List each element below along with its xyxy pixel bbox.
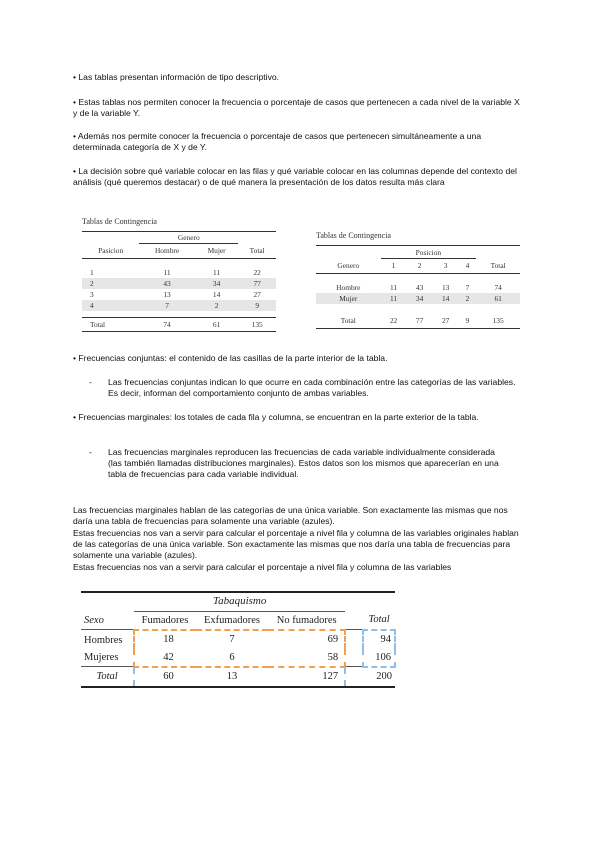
table-cell: 42 xyxy=(134,649,196,667)
table-cell: 27 xyxy=(253,289,261,299)
table-cell: 2 xyxy=(195,300,238,311)
table-row-label: Hombres xyxy=(84,635,123,646)
table-row xyxy=(82,289,276,300)
table-cell: 18 xyxy=(134,630,196,650)
table-cell: 43 xyxy=(415,282,424,292)
table-cell: 7 xyxy=(465,282,470,292)
detail-marginales: Las frecuencias marginales reproducen las frecuencias de cada variable individualmente considerada (las también llamadas distribuciones marginales). Estos datos son los mismos que aparecerían en una tabla de frecuencias para cada variable individual. xyxy=(108,447,499,479)
table1-col-header: Total xyxy=(249,246,265,255)
table-cell: 11 xyxy=(389,282,398,292)
table-total-row xyxy=(81,667,395,688)
paragraph-marginal-3: Estas frecuencias nos van a servir para calcular el porcentaje a nivel fila y columna de las variables xyxy=(73,562,452,572)
table-cell: Total xyxy=(90,319,106,329)
dash-marker: - xyxy=(89,447,92,457)
bullet-decision: • La decisión sobre qué variable colocar en las filas y qué variable colocar en las columnas depende del contexto del análisis (qué queremos destacar) o de qué manera la presentación de los datos resulta más clara xyxy=(73,166,517,187)
heading-marginales: • Frecuencias marginales: los totales de cada fila y columna, se encuentran en la parte exterior de la tabla. xyxy=(73,412,479,422)
table-cell: 135 xyxy=(251,319,263,329)
dash-marker: - xyxy=(89,377,92,387)
table-cell: 74 xyxy=(163,319,171,329)
table-cell: 127 xyxy=(268,667,345,688)
table-cell: 94 xyxy=(363,630,395,650)
table3-row-header: Sexo xyxy=(84,614,104,626)
detail-conjuntas: Las frecuencias conjuntas indican lo que ocurre en cada combinación entre las categorías de las variables. Es decir, informan del comportamiento conjunto de ambas variables. xyxy=(108,377,516,398)
bullet-descriptive: • Las tablas presentan información de tipo descriptivo. xyxy=(73,72,280,82)
heading-conjuntas: • Frecuencias conjuntas: el contenido de las casillas de la parte interior de la tabla. xyxy=(73,353,388,363)
table-cell: 13 xyxy=(196,667,268,688)
table-cell: 43 xyxy=(139,278,195,289)
table-cell: 135 xyxy=(492,316,504,325)
table3-col-header: No fumadores xyxy=(276,614,337,626)
table-row xyxy=(81,630,395,650)
table-cell: 27 xyxy=(441,316,450,325)
table-cell: 14 xyxy=(212,289,221,299)
table-row xyxy=(81,649,395,667)
table-cell: 74 xyxy=(494,282,502,292)
table2-caption: Tablas de Contingencia xyxy=(316,231,391,240)
table3-col-header: Exfumadores xyxy=(204,614,260,626)
table-cell: 7 xyxy=(196,630,268,650)
table-cell: 2 xyxy=(82,278,139,289)
table-row xyxy=(316,282,520,293)
table-total-row xyxy=(316,314,520,329)
table-cell: 106 xyxy=(363,649,395,667)
table-cell: 200 xyxy=(376,671,392,683)
paragraph-marginal-2: Estas frecuencias nos van a servir para calcular el porcentaje a nivel fila y columna de las variables originales hablan de las categorías de una única variable. Son exactamente las mismas que nos daría una tabla de frecuencias para solamente una variable (azules). xyxy=(73,528,519,560)
table-cell: 1 xyxy=(90,267,94,277)
table-cell: 60 xyxy=(134,667,196,688)
table-row xyxy=(82,267,276,278)
table-cell: 7 xyxy=(139,300,195,311)
table-cell: 13 xyxy=(441,282,450,292)
table-cell: 22 xyxy=(253,267,261,277)
table-cell: 77 xyxy=(415,316,424,325)
table-cell: 58 xyxy=(268,649,345,667)
table-cell: 2 xyxy=(459,293,477,304)
table-cell: 6 xyxy=(196,649,268,667)
table2-col-header: 4 xyxy=(465,261,470,271)
table3-total-header: Total xyxy=(368,614,390,626)
table1-col-header: Mujer xyxy=(207,246,226,256)
contingency-table-1 xyxy=(82,216,276,332)
table-cell: Mujer xyxy=(316,293,381,304)
table2-col-header: 2 xyxy=(417,261,422,271)
table1-col-header: Pasicion xyxy=(98,246,124,255)
table-cell: Hombre xyxy=(336,282,361,292)
table-row-label: Total xyxy=(96,671,118,682)
contingency-table-2 xyxy=(316,230,520,329)
table1-group-header: Genero xyxy=(139,232,238,244)
table-cell: 9 xyxy=(465,316,470,325)
table-cell: 9 xyxy=(238,300,276,311)
table-cell: 3 xyxy=(90,289,94,299)
table-cell: 4 xyxy=(82,300,139,311)
table-cell: Total xyxy=(340,316,356,325)
table-row xyxy=(82,300,276,311)
bullet-simultaneous: • Además nos permite conocer la frecuencia o porcentaje de casos que pertenecen simultáneamente a una determinada categoría de X y de Y. xyxy=(73,131,482,152)
table-cell: 77 xyxy=(238,278,276,289)
table-cell: 11 xyxy=(213,267,221,277)
table-row-label: Mujeres xyxy=(84,652,119,663)
tabaquismo-table xyxy=(81,591,396,688)
table-cell: 14 xyxy=(433,293,459,304)
table-row xyxy=(316,293,520,304)
table-total-row xyxy=(82,317,276,331)
table-row xyxy=(82,278,276,289)
table1-caption: Tablas de Contingencia xyxy=(82,217,157,226)
bullet-frequency: • Estas tablas nos permiten conocer la frecuencia o porcentaje de casos que pertenecen a cada nivel de la variable X y de la variable Y. xyxy=(73,97,520,118)
table-cell: 61 xyxy=(476,293,520,304)
table3-group-header: Tabaquismo xyxy=(134,592,345,611)
table2-group-header: Posicion xyxy=(381,246,477,259)
table-cell: 13 xyxy=(163,289,171,299)
table2-col-header: 1 xyxy=(391,261,396,271)
table1-col-header: Hombre xyxy=(154,246,180,256)
table-cell: 11 xyxy=(381,293,407,304)
table-cell: 61 xyxy=(212,319,221,329)
table-cell: 34 xyxy=(195,278,238,289)
table-cell: 22 xyxy=(389,316,398,325)
paragraph-marginal-1: Las frecuencias marginales hablan de las categorías de una única variable. Son exactamente las mismas que nos daría una tabla de frecuencias para solamente una variable (azules). xyxy=(73,505,508,526)
table-cell: 69 xyxy=(268,630,345,650)
table-cell: 11 xyxy=(163,267,171,277)
table-cell: 34 xyxy=(407,293,433,304)
table2-col-header: Genero xyxy=(337,261,360,270)
table2-col-header: Total xyxy=(490,261,506,270)
table2-col-header: 3 xyxy=(443,261,448,271)
table3-col-header: Fumadores xyxy=(141,614,189,626)
